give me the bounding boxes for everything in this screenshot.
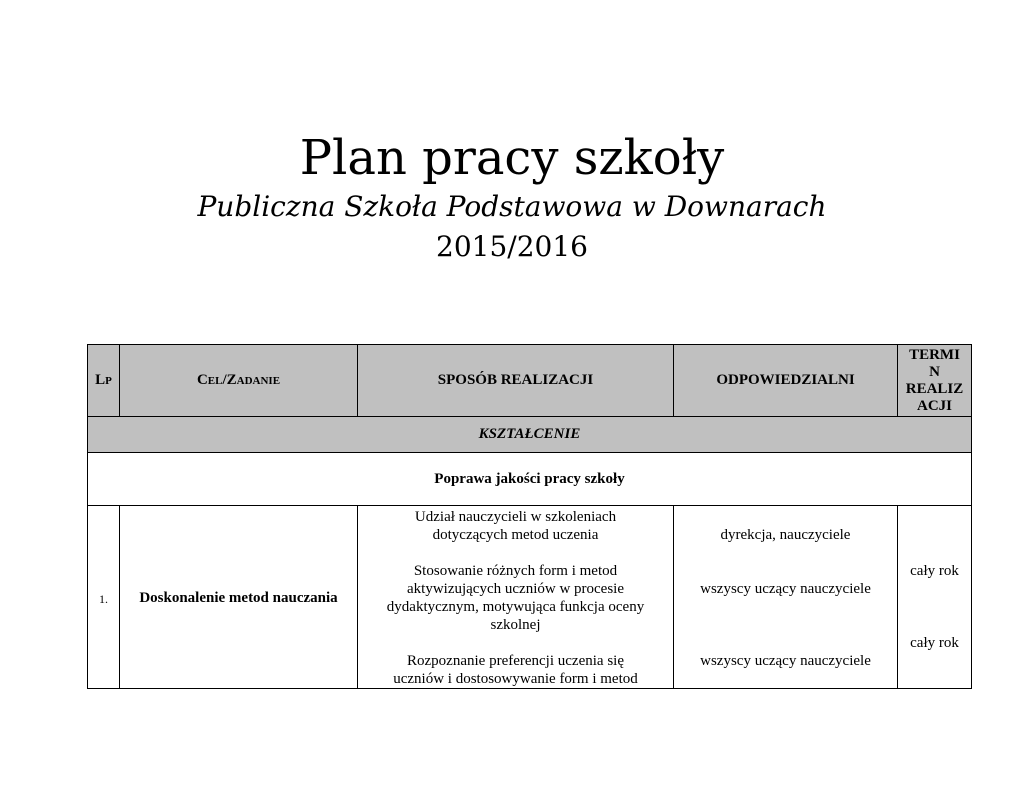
page-title: Plan pracy szkoły	[299, 130, 725, 186]
method-line: dydaktycznym, motywująca funkcja oceny	[386, 599, 645, 615]
col-header-method: SPOSÓB REALIZACJI	[358, 345, 674, 417]
section-title: KSZTAŁCENIE	[88, 417, 972, 453]
table-row	[88, 506, 972, 689]
school-name: Publiczna Szkoła Podstawowa w Downarach	[197, 190, 827, 223]
group-row	[88, 453, 972, 506]
method-line: dotyczących metod uczenia	[432, 527, 599, 543]
term-line: cały rok	[910, 635, 959, 651]
method-line: Rozpoznanie preferencji uczenia się	[407, 653, 624, 669]
section-row	[88, 417, 972, 453]
row-methods	[358, 506, 674, 689]
row-responsible	[674, 506, 898, 689]
method-line: aktywizujących uczniów w procesie	[407, 581, 624, 597]
row-terms	[898, 506, 972, 689]
method-line: szkolnej	[490, 617, 541, 633]
col-header-term: TERMI N REALIZ ACJI	[898, 345, 972, 417]
col-header-responsible: ODPOWIEDZIALNI	[674, 345, 898, 417]
col-header-goal: Cel/Zadanie	[120, 345, 358, 417]
row-goal: Doskonalenie metod nauczania	[120, 506, 358, 689]
term-line: cały rok	[910, 563, 959, 579]
method-line: Stosowanie różnych form i metod	[413, 563, 618, 579]
responsible-line: dyrekcja, nauczyciele	[720, 527, 851, 543]
school-year: 2015/2016	[436, 230, 588, 263]
responsible-line: wszyscy uczący nauczyciele	[700, 653, 871, 669]
row-number: 1.	[88, 506, 120, 689]
responsible-line: wszyscy uczący nauczyciele	[700, 581, 871, 597]
col-header-lp: Lp	[88, 345, 120, 417]
table-header-row	[88, 345, 972, 417]
plan-table	[87, 344, 972, 689]
method-line: uczniów i dostosowywanie form i metod	[393, 671, 638, 687]
group-title: Poprawa jakości pracy szkoły	[88, 453, 972, 506]
method-line: Udział nauczycieli w szkoleniach	[414, 509, 617, 525]
